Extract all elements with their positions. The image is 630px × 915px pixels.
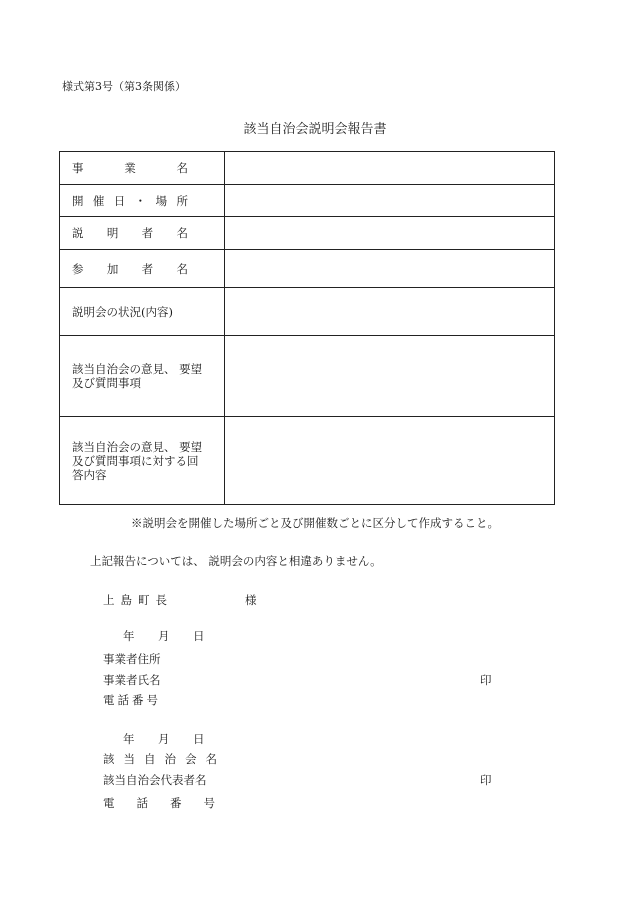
- date-year: 年: [123, 629, 135, 643]
- row-label-presenter: [60, 217, 225, 250]
- value-business-name[interactable]: [225, 152, 555, 185]
- declaration-text: 上記報告については、 説明会の内容と相違ありません。: [90, 554, 382, 568]
- table-row: [60, 152, 555, 185]
- value-participants[interactable]: [225, 250, 555, 288]
- date-year: 年: [123, 732, 135, 746]
- form-number: 様式第3号（第3条関係）: [62, 80, 186, 93]
- label-char: 者: [141, 261, 154, 276]
- label-char: 明: [106, 226, 119, 240]
- table-row: [60, 185, 555, 217]
- value-status[interactable]: [225, 288, 555, 336]
- row-label-participants: [60, 250, 225, 288]
- label-char: 催: [92, 193, 105, 208]
- business-phone-label: 電話番号: [103, 693, 161, 707]
- seal-mark: 印: [480, 673, 492, 687]
- label-char: 場: [155, 193, 168, 208]
- label-char: 名: [176, 161, 188, 175]
- label-char: 業: [124, 161, 136, 175]
- association-rep-label: 該当自治会代表者名: [103, 773, 207, 787]
- row-label-status: [60, 288, 225, 336]
- addressee-suffix: 様: [245, 593, 257, 607]
- label-char: 所: [176, 193, 188, 208]
- date-month: 月: [158, 732, 170, 746]
- value-responses[interactable]: [225, 417, 555, 505]
- table-row: [60, 250, 555, 288]
- label-char: 開: [72, 193, 84, 208]
- row-label-text: 該当自治会の意見、 要望及び質問事項: [72, 362, 203, 390]
- date-day: 日: [193, 732, 205, 746]
- table-row: [60, 217, 555, 250]
- date-day: 日: [193, 629, 205, 643]
- row-label-opinions: [60, 336, 225, 417]
- label-char: 名: [176, 226, 188, 240]
- document-title: 該当自治会説明会報告書: [243, 122, 387, 137]
- label-char: 者: [141, 226, 154, 240]
- value-opinions[interactable]: [225, 336, 555, 417]
- row-label-text: 該当自治会の意見、 要望及び質問事項に対する回答内容: [72, 439, 203, 482]
- association-name-label: 該当自治会名: [103, 752, 226, 766]
- business-address-label: 事業者住所: [103, 652, 161, 666]
- label-char: 加: [106, 261, 119, 276]
- association-phone-label: 電話番号: [103, 796, 237, 810]
- addressee-label: 上島町長: [103, 593, 173, 607]
- label-char: 説: [72, 226, 84, 240]
- label-char: 参: [72, 261, 84, 276]
- table-row: [60, 336, 555, 417]
- label-char: 日: [113, 193, 126, 208]
- value-date-place[interactable]: [225, 185, 555, 217]
- business-name-label: 事業者氏名: [103, 673, 161, 687]
- row-label-text: 説明会の状況(内容): [72, 304, 173, 319]
- date-month: 月: [158, 629, 170, 643]
- label-char: 事: [72, 161, 84, 175]
- seal-mark: 印: [480, 773, 492, 787]
- row-label-responses: [60, 417, 225, 505]
- note-text: ※説明会を開催した場所ごと及び開催数ごとに区分して作成すること。: [131, 516, 499, 530]
- label-char: ・: [134, 193, 147, 208]
- table-row: [60, 288, 555, 336]
- report-table: [59, 151, 555, 505]
- row-label-date-place: [60, 185, 225, 217]
- value-presenter[interactable]: [225, 217, 555, 250]
- label-char: 名: [176, 261, 188, 276]
- row-label-business-name: [60, 152, 225, 185]
- table-row: [60, 417, 555, 505]
